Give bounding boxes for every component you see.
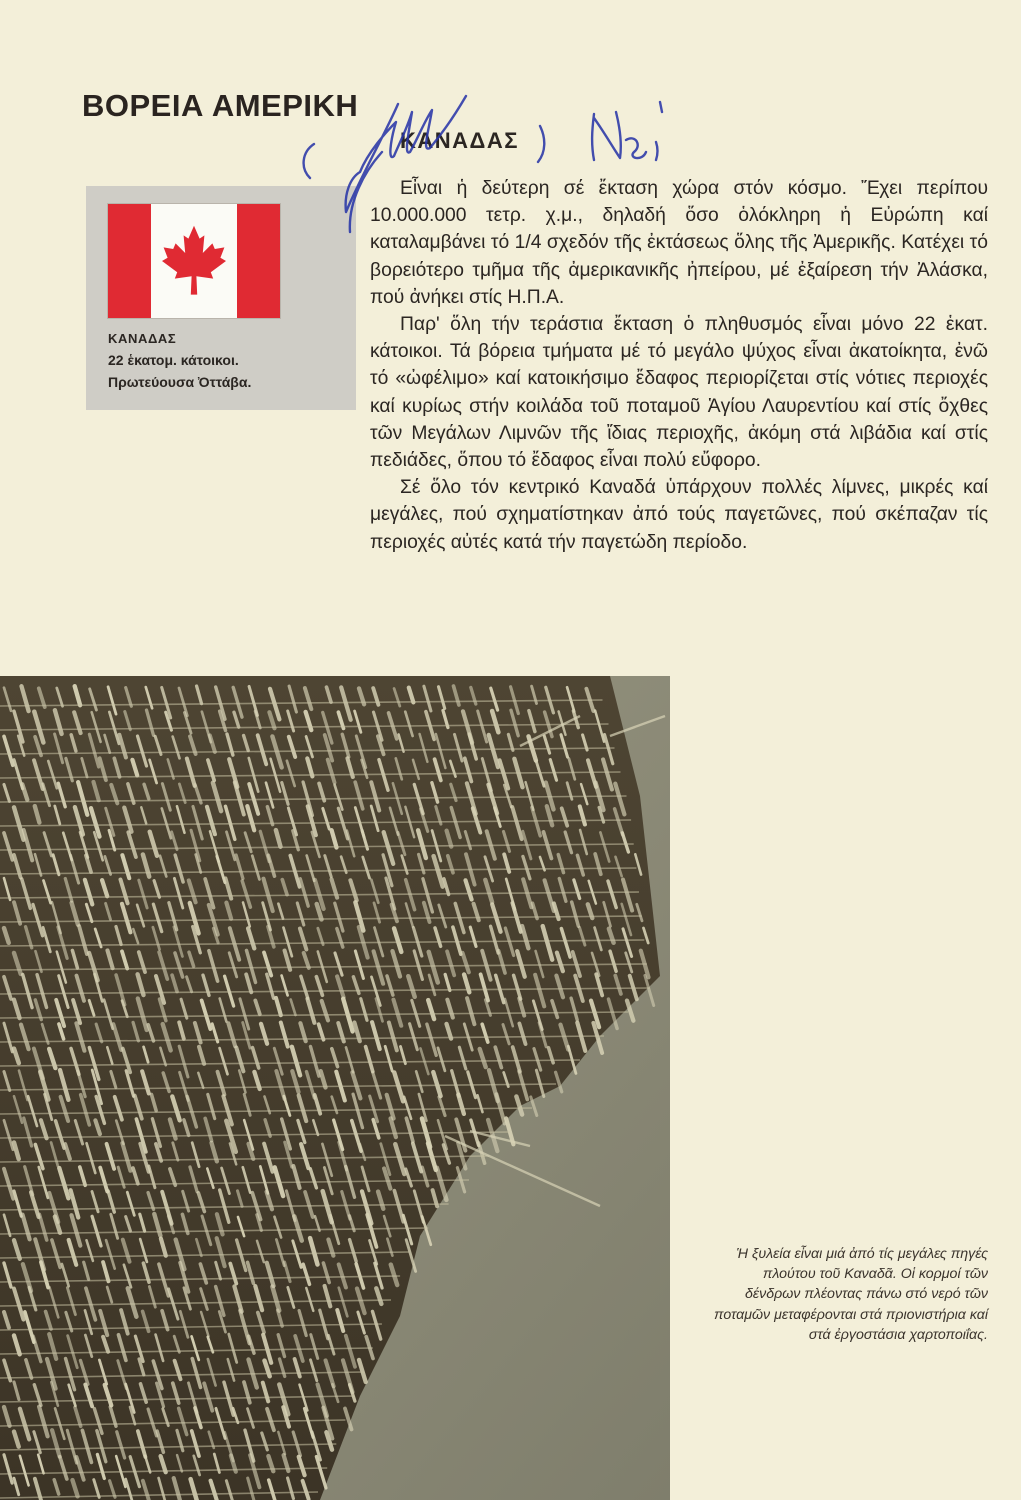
article-paragraph: Σέ ὅλο τόν κεντρικό Καναδά ὑπάρχουν πολλές λίμνες, μικρές καί μεγάλες, πού σχηματίστηκαν ἀπό τούς παγετῶνες, πού σκέπαζαν τίς περιοχές αὐτές κατά τήν παγετώδη περίοδο. — [370, 477, 988, 553]
logs-photo-image — [0, 676, 670, 1500]
photo-caption: Ἡ ξυλεία εἶναι μιά ἀπό τίς μεγάλες πηγές πλούτου τοῦ Καναδᾶ. Οἱ κορμοί τῶν δένδρων πλέοντας πάνω στό νερό τῶν ποταμῶν μεταφέρονται στά πριονιστήρια καί στά ἐργοστάσια χαρτοποιΐας. — [714, 1246, 988, 1343]
flag-center-field — [151, 204, 237, 318]
maple-leaf-icon — [154, 221, 234, 301]
flag-right-band — [237, 204, 280, 318]
fact-box-population: 22 ἑκατομ. κάτοικοι. — [108, 352, 239, 368]
article-paragraph: Παρ' ὅλη τήν τεράστια ἔκταση ὁ πληθυσμός εἶναι μόνο 22 ἑκατ. κάτοικοι. Τά βόρεια τμήματα μέ τό μεγάλο ψύχος εἶναι ἀκατοίκητα, ἐνῶ τό «ὠφέλιμο» καί κατοικήσιμο ἔδαφος περιορίζεται στίς νότιες περιοχές καί κυρίως στήν κοιλάδα τοῦ ποταμοῦ Ἁγίου Λαυρεντίου καί στίς ὄχθες τῶν Μεγάλων Λιμνῶν τῆς ἴδιας περιοχῆς, ἀκόμη στά λιβάδια καί στίς πεδιάδες, ὅπου τό ἔδαφος εἶναι πολύ εὔφορο. — [370, 314, 988, 472]
section-header: ΒΟΡΕΙΑ ΑΜΕΡΙΚΗ — [82, 88, 359, 123]
fact-box-country: ΚΑΝΑΔΑΣ — [108, 331, 177, 346]
canada-flag-maple-leaf-icon — [108, 204, 280, 318]
article-title: ΚΑΝΑΔΑΣ — [400, 128, 519, 153]
flag-left-band — [108, 204, 151, 318]
article-paragraph: Εἶναι ἡ δεύτερη σέ ἔκταση χώρα στόν κόσμο. Ἔχει περίπου 10.000.000 τετρ. χ.μ., δηλαδή ὅσο ὁλόκληρη ἡ Εὐρώπη καί καταλαμβάνει τό 1/4 σχεδόν τῆς ἐκτάσεως ὅλης τῆς Ἀμερικῆς. Κατέχει τό βορειότερο τμῆμα τῆς ἀμερικανικῆς ἠπείρου, μέ ἐξαίρεση τήν Ἀλάσκα, πού ἀνήκει στίς Η.Π.Α. — [370, 178, 988, 308]
article-body — [370, 175, 988, 556]
fact-box-capital: Πρωτεύουσα Ὀττάβα. — [108, 374, 252, 390]
floating-logs-photo — [0, 676, 670, 1500]
